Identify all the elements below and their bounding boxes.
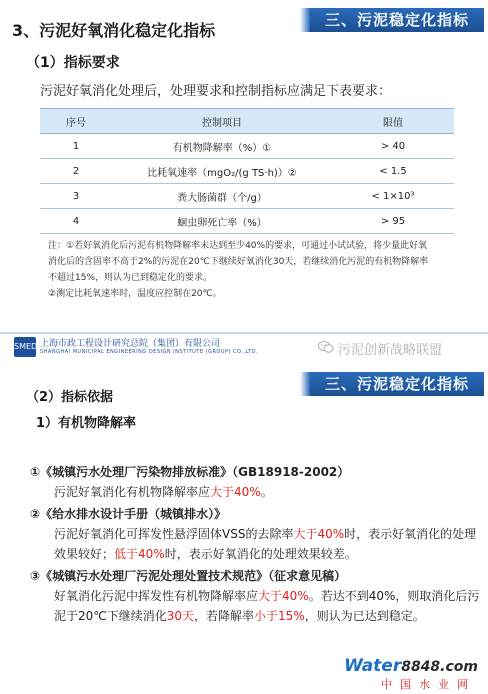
- cell-limit: > 40: [332, 134, 454, 159]
- institute-logo: SMEDI: [14, 337, 36, 357]
- ref-highlight: 大于40%: [210, 485, 261, 499]
- ref-text: 污泥好氧消化可挥发性悬浮固体VSS的去除率: [54, 527, 294, 541]
- note-line: ②测定比耗氧速率时，温度应控制在20℃。: [48, 289, 222, 299]
- slide-1: [0, 0, 488, 332]
- wechat-icon: [318, 340, 334, 354]
- institute-name-en: SHANGHAI MUNICIPAL ENGINEERING DESIGN INSTITUTE (GROUP) CO.,LTD.: [40, 349, 259, 355]
- table-row: [40, 134, 454, 159]
- note-line: 消化后的含固率不高于2%的污泥在20℃下继续好氧消化30天，若继续消化污泥的有机物降解率: [48, 257, 429, 267]
- ref-highlight: 低于40%: [114, 547, 165, 561]
- watermark-brand-c: .com: [440, 659, 478, 675]
- slide-footer: [0, 332, 488, 362]
- table-row: [40, 184, 454, 209]
- reference-list: [30, 460, 482, 626]
- ref-text: 时，表示好氧消化的处理效果较好；: [54, 527, 477, 561]
- header-limit: 限值: [332, 109, 454, 134]
- ref-highlight: 大于40%: [293, 527, 345, 541]
- reference-body: [30, 482, 482, 502]
- header-index: 序号: [40, 109, 112, 134]
- reference-title: ③《城镇污水处理厂污泥处理处置技术规范》（征求意见稿）: [30, 569, 347, 583]
- ref-highlight: 大于40%: [258, 589, 309, 603]
- institute-name-cn: 上海市政工程设计研究总院（集团）有限公司: [40, 339, 221, 349]
- ref-text: 时，表示好氧消化的处理效果较差。: [164, 547, 357, 561]
- slide-subheading: 1）有机物降解率: [36, 416, 137, 431]
- header-item: 控制项目: [112, 109, 332, 134]
- cell-item: 比耗氧速率（mgO₂/(g TS·h)）②: [112, 159, 332, 184]
- cell-index: 4: [40, 209, 112, 234]
- slide-heading: （2）指标依据: [26, 390, 114, 405]
- table-header-row: [40, 109, 454, 134]
- ref-text: ，若降解率: [194, 609, 255, 623]
- section-banner: 三、污泥稳定化指标: [310, 8, 484, 32]
- slide-subheading: （1）指标要求: [26, 55, 120, 71]
- watermark-sub: 中国水业网: [381, 678, 476, 691]
- cell-limit: < 1×10³: [332, 184, 454, 209]
- reference-body: [30, 586, 482, 626]
- ref-text: 好氧消化污泥中挥发性有机物降解率应: [54, 589, 259, 603]
- cell-limit: < 1.5: [332, 159, 454, 184]
- reference-title: ②《给水排水设计手册（城镇排水）》: [30, 507, 227, 521]
- site-watermark: [344, 656, 478, 691]
- intro-text: 污泥好氧消化处理后，处理要求和控制指标应满足下表要求：: [40, 84, 392, 99]
- cell-item: 粪大肠菌群（个/g）: [112, 184, 332, 209]
- reference-title: ①《城镇污水处理厂污染物排放标准》（GB18918-2002）: [30, 465, 350, 479]
- table-row: [40, 159, 454, 184]
- section-banner: 三、污泥稳定化指标: [310, 372, 484, 396]
- watermark-brand: [344, 656, 478, 676]
- wechat-watermark: 污泥创新战略联盟: [338, 343, 443, 358]
- ref-highlight: 30天: [166, 609, 195, 623]
- cell-index: 1: [40, 134, 112, 159]
- slide-2: [0, 360, 488, 694]
- reference-body: [30, 524, 482, 564]
- cell-index: 2: [40, 159, 112, 184]
- ref-text: 污泥好氧消化有机物降解率应: [54, 485, 211, 499]
- cell-limit: > 95: [332, 209, 454, 234]
- cell-item: 有机物降解率（%）①: [112, 134, 332, 159]
- control-table: [40, 108, 454, 234]
- watermark-brand-b: 8848: [401, 659, 441, 675]
- slide-heading: 3、污泥好氧消化稳定化指标: [12, 21, 216, 40]
- table-notes: [48, 238, 468, 302]
- table-row: [40, 209, 454, 234]
- watermark-brand-a: Water: [344, 656, 402, 676]
- note-line: 不超过15%，则认为已到稳定化的要求。: [48, 273, 213, 283]
- ref-text: ，则认为已达到稳定。: [304, 609, 425, 623]
- cell-index: 3: [40, 184, 112, 209]
- ref-text: 。: [260, 485, 273, 499]
- cell-item: 蛔虫卵死亡率（%）: [112, 209, 332, 234]
- ref-text: 。若达不到40%，则取消化后污泥于20℃下继续消化: [54, 589, 480, 623]
- note-line: 注：①若好氧消化后污泥有机物降解率未达到至少40%的要求，可通过小试试验，将少量此好氧: [48, 241, 428, 251]
- ref-highlight: 小于15%: [254, 609, 305, 623]
